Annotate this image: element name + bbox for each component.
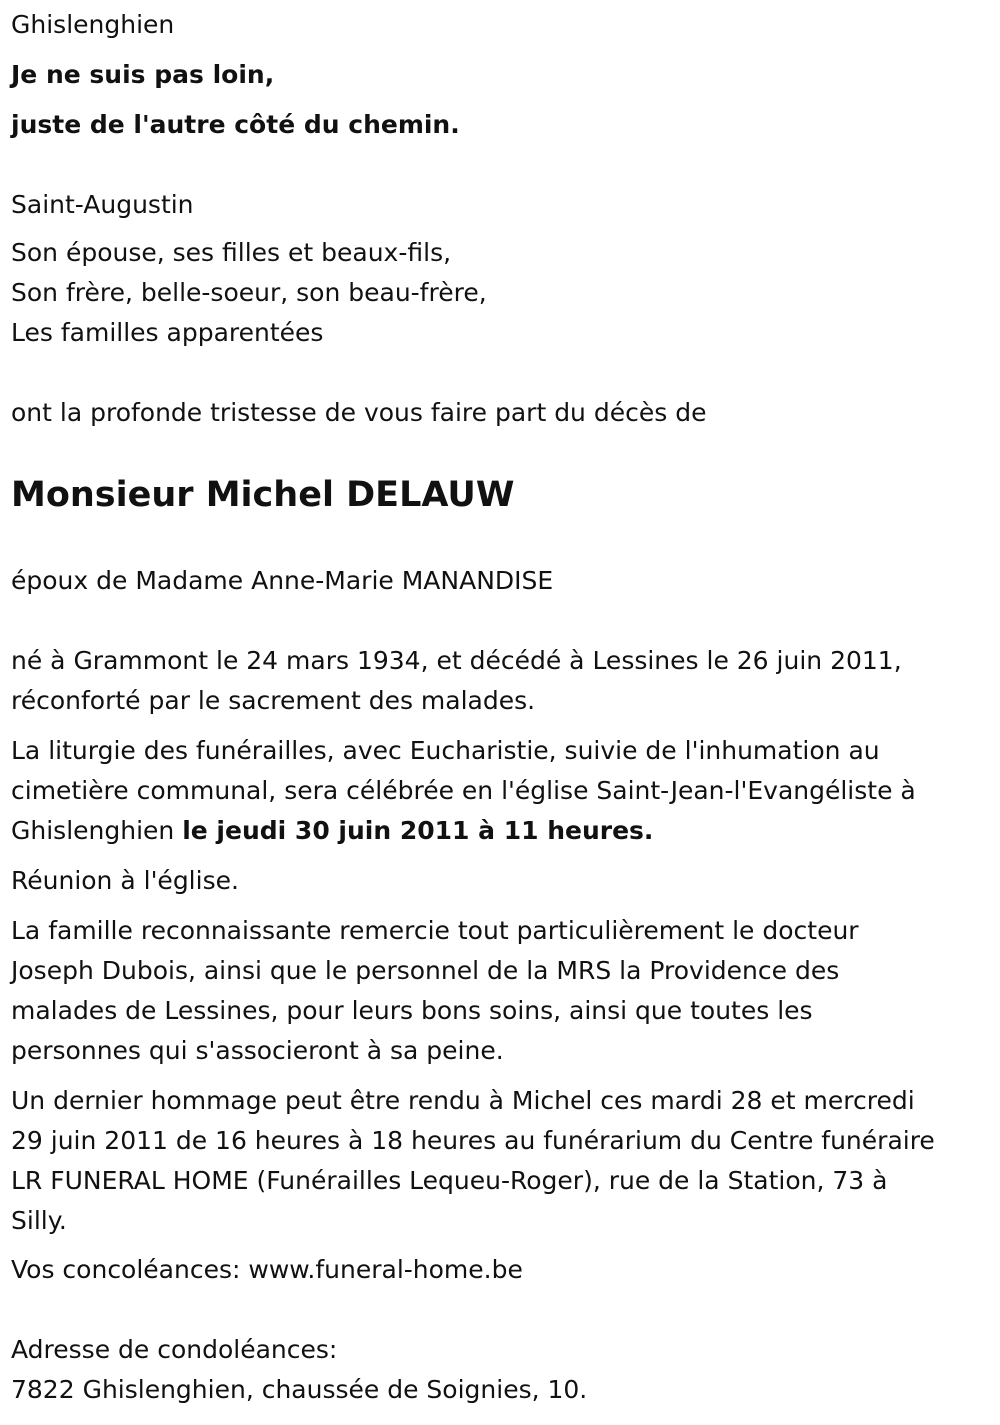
liturgy-line-3 <box>11 816 653 846</box>
tribute-line-1: Un dernier hommage peut être rendu à Michel ces mardi 28 et mercredi <box>11 1086 915 1115</box>
liturgy-line-1: La liturgie des funérailles, avec Eucharistie, suivie de l'inhumation au <box>11 736 880 765</box>
spouse-line: époux de Madame Anne-Marie MANANDISE <box>11 566 554 595</box>
family-line-3: Les familles apparentées <box>11 318 324 347</box>
liturgy-line-2: cimetière communal, sera célébrée en l'église Saint-Jean-l'Evangéliste à <box>11 776 916 805</box>
thanks-line-4: personnes qui s'associeront à sa peine. <box>11 1036 504 1065</box>
birth-death-line-2: réconforté par le sacrement des malades. <box>11 686 536 715</box>
family-line-1: Son épouse, ses filles et beaux-fils, <box>11 238 452 267</box>
condolences-web: Vos concoléances: www.funeral-home.be <box>11 1255 523 1284</box>
deceased-name: Monsieur Michel DELAUW <box>11 475 515 515</box>
liturgy-line-3-prefix: Ghislenghien <box>11 816 183 845</box>
family-line-2: Son frère, belle-soeur, son beau-frère, <box>11 278 487 307</box>
announcement-text: ont la profonde tristesse de vous faire part du décès de <box>11 398 707 427</box>
quote-line-2: juste de l'autre côté du chemin. <box>11 110 460 139</box>
quote-author: Saint-Augustin <box>11 190 194 219</box>
birth-death-line-1: né à Grammont le 24 mars 1934, et décédé à Lessines le 26 juin 2011, <box>11 646 902 675</box>
funeral-date-time: le jeudi 30 juin 2011 à 11 heures. <box>182 816 654 845</box>
thanks-line-1: La famille reconnaissante remercie tout particulièrement le docteur <box>11 916 859 945</box>
thanks-line-3: malades de Lessines, pour leurs bons soins, ainsi que toutes les <box>11 996 813 1025</box>
tribute-line-2: 29 juin 2011 de 16 heures à 18 heures au funérarium du Centre funéraire <box>11 1126 935 1155</box>
quote-line-1: Je ne suis pas loin, <box>11 60 275 89</box>
tribute-line-4: Silly. <box>11 1206 67 1235</box>
meeting-line: Réunion à l'église. <box>11 866 239 895</box>
tribute-line-3: LR FUNERAL HOME (Funérailles Lequeu-Roger), rue de la Station, 73 à <box>11 1166 888 1195</box>
condolences-address-label: Adresse de condoléances: <box>11 1335 338 1364</box>
location-header: Ghislenghien <box>11 10 175 39</box>
thanks-line-2: Joseph Dubois, ainsi que le personnel de la MRS la Providence des <box>11 956 840 985</box>
condolences-address: 7822 Ghislenghien, chaussée de Soignies, 10. <box>11 1375 588 1404</box>
